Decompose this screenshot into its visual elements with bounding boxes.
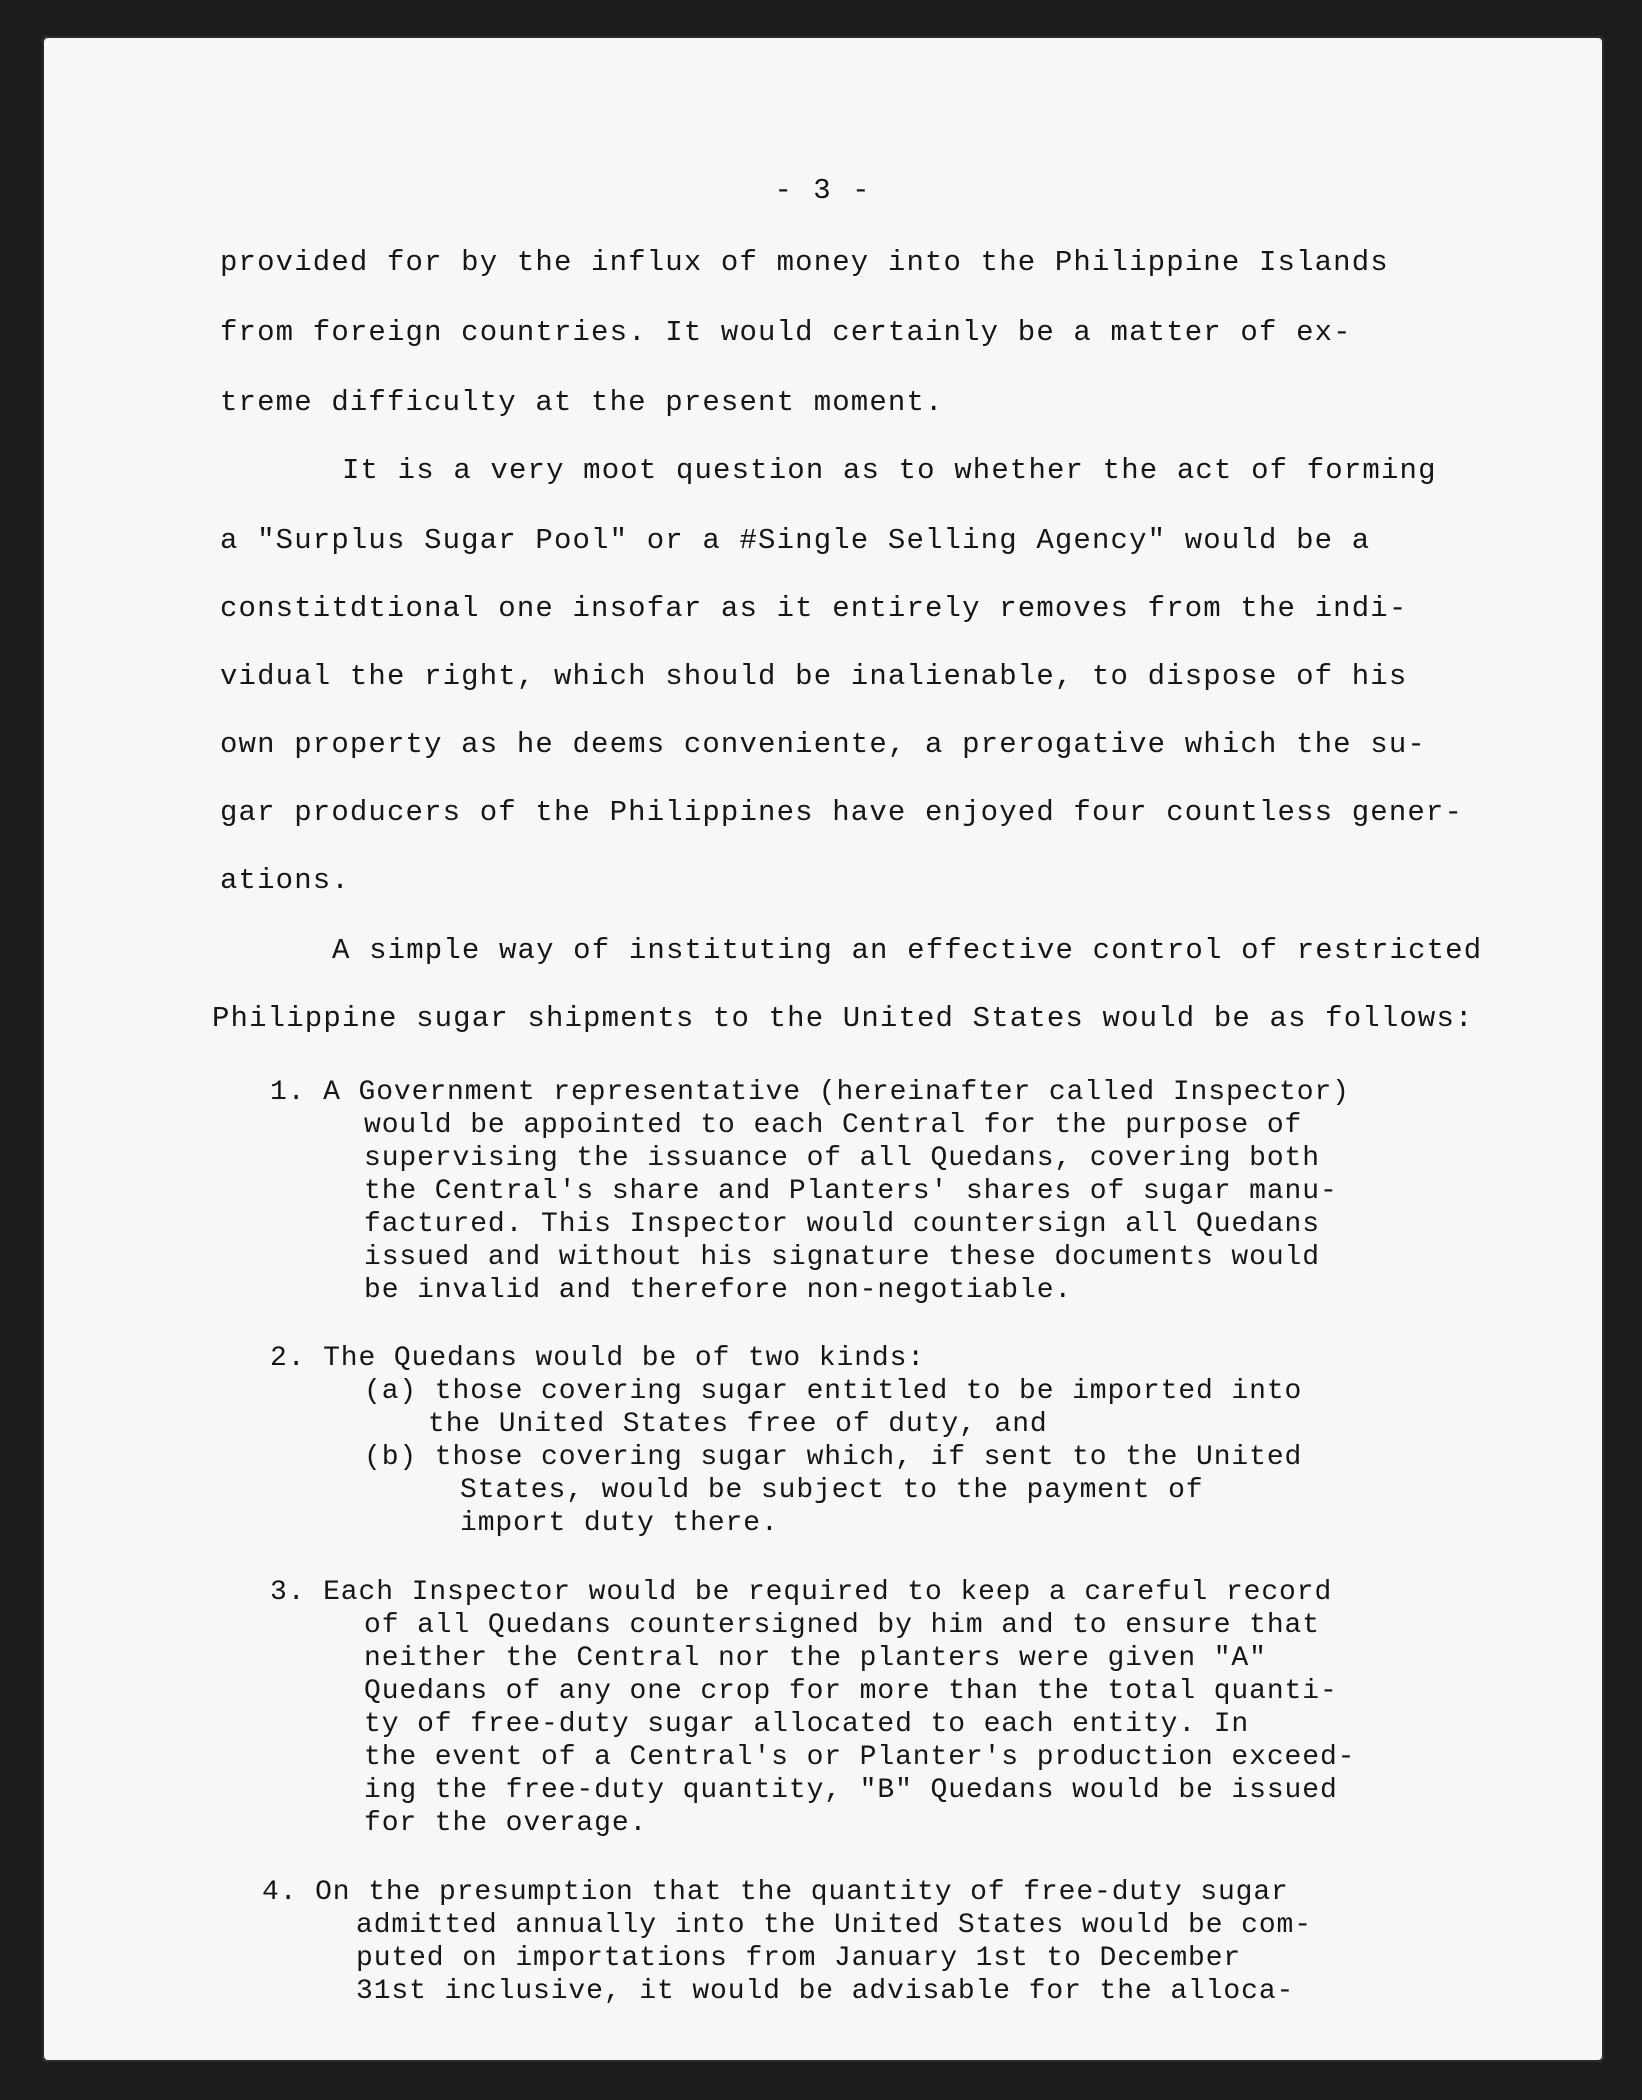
text-line: 4. On the presumption that the quantity of free-duty sugar	[262, 1877, 1289, 1908]
text-line: puted on importations from January 1st to December	[356, 1943, 1242, 1974]
text-line: 2. The Quedans would be of two kinds:	[270, 1343, 926, 1374]
text-line: be invalid and therefore non-negotiable.	[364, 1275, 1073, 1306]
text-line: ing the free-duty quantity, "B" Quedans would be issued	[364, 1775, 1338, 1806]
text-line: A simple way of instituting an effective control of restricted	[332, 934, 1483, 967]
text-line: 31st inclusive, it would be advisable for the alloca-	[356, 1976, 1295, 2007]
text-line: It is a very moot question as to whether the act of forming	[342, 454, 1437, 487]
text-line: import duty there.	[460, 1508, 779, 1539]
text-line: (b) those covering sugar which, if sent to the United	[364, 1442, 1303, 1473]
text-line: the event of a Central's or Planter's production exceed-	[364, 1742, 1356, 1773]
text-line: Philippine sugar shipments to the United States would be as follows:	[212, 1002, 1474, 1035]
text-line: the United States free of duty, and	[428, 1409, 1048, 1440]
document-page	[42, 36, 1604, 2062]
text-line: constitdtional one insofar as it entirely removes from the indi-	[220, 592, 1408, 625]
text-line: neither the Central nor the planters were given "A"	[364, 1643, 1267, 1674]
text-line: admitted annually into the United States would be com-	[356, 1910, 1312, 1941]
text-line: ty of free-duty sugar allocated to each entity. In	[364, 1709, 1250, 1740]
text-line: gar producers of the Philippines have enjoyed four countless gener-	[220, 796, 1464, 829]
text-line: Quedans of any one crop for more than the total quanti-	[364, 1676, 1338, 1707]
text-line: treme difficulty at the present moment.	[220, 386, 944, 419]
text-line: States, would be subject to the payment of	[460, 1475, 1204, 1506]
text-line: for the overage.	[364, 1808, 648, 1839]
text-line: supervising the issuance of all Quedans, covering both	[364, 1143, 1320, 1174]
text-line: of all Quedans countersigned by him and to ensure that	[364, 1610, 1320, 1641]
text-line: issued and without his signature these documents would	[364, 1242, 1320, 1273]
text-line: own property as he deems conveniente, a prerogative which the su-	[220, 728, 1426, 761]
text-line: vidual the right, which should be inalienable, to dispose of his	[220, 660, 1408, 693]
text-line: from foreign countries. It would certainly be a matter of ex-	[220, 316, 1352, 349]
text-line: a "Surplus Sugar Pool" or a #Single Selling Agency" would be a	[220, 524, 1371, 557]
page-number: - 3 -	[774, 174, 872, 207]
text-line: 1. A Government representative (hereinafter called Inspector)	[270, 1077, 1350, 1108]
text-line: 3. Each Inspector would be required to keep a careful record	[270, 1577, 1333, 1608]
text-line: would be appointed to each Central for the purpose of	[364, 1110, 1303, 1141]
text-line: factured. This Inspector would countersign all Quedans	[364, 1209, 1320, 1240]
text-line: provided for by the influx of money into the Philippine Islands	[220, 246, 1389, 279]
text-line: the Central's share and Planters' shares of sugar manu-	[364, 1176, 1338, 1207]
text-line: ations.	[220, 864, 350, 897]
text-line: (a) those covering sugar entitled to be imported into	[364, 1376, 1303, 1407]
